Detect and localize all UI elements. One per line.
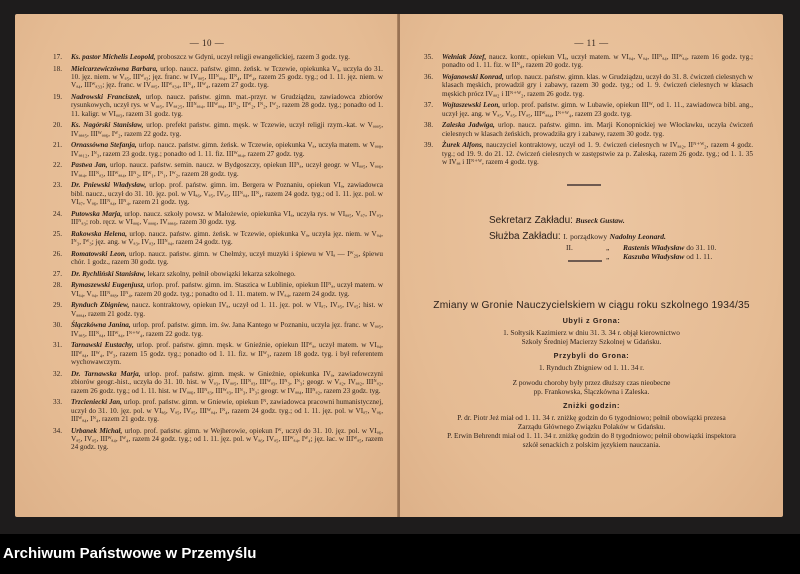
staff-entry [53, 210, 383, 227]
entry-name: Rynduch Zbigniew, [71, 301, 130, 310]
administration-block [489, 214, 716, 261]
entry-number: 23. [53, 181, 62, 190]
staff-entry [53, 370, 383, 395]
entry-text: urlop. naucz. państw. gimn. żeńsk. w Tczewie, opiekunka Vₐ, uczyła jęz. niem. w Vₐ₄, Iᴺ₃, Iᵂ₃; jęz. ang. w Vₐ₃, IVₐ₃, IIIᴺₐ₄, razem 24 godz. tyg. [71, 229, 383, 247]
staff-entry [53, 250, 383, 267]
entry-text: urlop. naucz. państw. gimn. żeńsk. w Tczewie, opiekunka Vₐ, uczyła do 31. 10. jęz. niem. w Vₐ₅, IIIᵂₐ₃; jęz. franc. w IVₐₐ₅, IIIᴺₐₐ₄, IIᴺ₄, IIᵂ₄, razem 25 godz. tyg.; od 1. 11. jęz. niem. w Vₐ₄, IIIᵂₐ₃₃; jęz. franc. w IVₐₐ₅, IIIᵂₐ₃₄, IIᴺ₄, IIᵂ₄, razem 27 godz. tyg. [71, 64, 383, 90]
staff-entry [53, 181, 383, 206]
entry-name: Mielcarzewiczówna Barbara, [71, 64, 158, 73]
reduction-line: szkół senackich z polskim językiem nauczania. [522, 440, 661, 449]
staff-entry [53, 65, 383, 90]
staff-entry [53, 161, 383, 178]
reduction-line: P. dr. Piotr Jeż miał od 1. 11. 34 r. zniżkę godzin do 6 tygodniowo; pełnił obowiązki prezesa [457, 413, 726, 422]
entry-number: 33. [53, 398, 62, 407]
entry-text: urlop. prof. państw. gimn. w Lubawie, opiekun IIIᵂ, od 1. 11., zawiadowca bibl. ang., uczył jęz. ang. w Vₐ₅, Vₐ₅, IVₐ₅, IIIᵂₐₐ₄, Iᴺ⁺ᵂ₄, razem 23 godz. tyg. [442, 101, 753, 118]
archive-name: Archiwum Państwowe w Przemyślu [3, 545, 257, 562]
departed-heading: Ubyli z Grona: [562, 316, 621, 325]
entry-name: Dr. Pniewski Władysław, [71, 181, 147, 190]
staff-changes-section [400, 300, 783, 449]
entry-number: 30. [53, 321, 62, 330]
entry-number: 21. [53, 141, 62, 150]
staff-entry [53, 270, 383, 278]
entry-text: urlop. prof. państw. gimn. męsk. w Gnieźnie, opiekunka IVₐ, zawiadowczyni zbiorów geogr.-hist., uczyła do 31. 10. hist. w Vₐ₃, IVₐₐ₅, IIIᴺₐ₃, IIIᵂₐ₃, IIᴺ₃, Iᴺ₃; geogr. w Vₐ₂, IVₐₐ₂, IIIᴺₐ₂, razem 26 godz. tyg.; od 1. 11. hist. w IVₐₐ₆, IIIᴺₐ₃, IIIᵂₐ₃, IIᴺ₃, Iᴺ₃; geogr. w IVₐₐ₄, IIIᴺₐ₂, razem 23 godz. tyg. [71, 369, 384, 395]
entry-number: 29. [53, 301, 62, 310]
staff-entry [53, 141, 383, 158]
service-row [489, 230, 716, 243]
archive-footer [0, 534, 800, 574]
illness-note: Z powodu choroby były przez dłuższy czas nieobecne [512, 378, 671, 387]
entry-name: Wełniak Józef, [442, 53, 487, 61]
entry-text: urlop. prof. państw. gimn. im. Staszica w Lublinie, opiekun IIIᴺₐ, uczył matem. w VIₐ₄, Vₐ₄, IIIᴺₐₐ₈, IIᴺ₄, razem 20 godz. tyg.; ponadto od 1. 11. matem. w IVₐ₄, razem 24 godz. tyg. [71, 281, 384, 298]
entry-text: urlop. prof. państw. gimn. w Wejherowie, opiekun Iᵂ, uczył do 31. 10. jęz. pol. w VIₐ₆, Vₐ₅, IVₐ₅, IIIᵂₐ₄, Iᵂ₄, razem 24 godz. tyg.; od 1. 11. jęz. pol. w Vₐ₆, IVₐ₅, IIIᵂₐ₄, Iᵂ₄; jęz. łac. w IIIᵂₐ₅, razem 24 godz. tyg. [71, 426, 383, 452]
service-row [489, 243, 716, 252]
entry-text: naucz. kontraktowy, opiekun IVₐ, uczył od 1. 11. jęz. pol. w VIₐ₇, IVₐ₅, IVₐ₅; hist. w Vₐₐₐ₄, razem 21 godz. tyg. [71, 301, 383, 318]
section-divider [567, 184, 601, 186]
departed-line: 1. Sołtysik Kazimierz w dniu 31. 3. 34 r. objął kierownictwo [503, 328, 680, 337]
staff-entry [53, 93, 383, 118]
entry-name: Rymaszewski Eugenjusz, [71, 281, 145, 290]
staff-entry [53, 321, 383, 338]
staff-entry [53, 281, 383, 298]
entry-text: urlop. naucz. szkoły powsz. w Małożewie, opiekunka VIₐ, uczyła rys. w VIₐₐ₅, Vₐ₇, IVₐ₃, IIIᴺₐ₃; rob. ręcz. w VIₐₐ₆, Vₐₐₐ₆, IVₐₐₐ₆, razem 30 godz. tyg. [71, 209, 383, 227]
service-name: Rastenis Władysław [623, 243, 685, 252]
entry-number: 31. [53, 341, 62, 350]
staff-entry [53, 121, 383, 138]
entry-text: urlop. naucz. państw. gimn. im. Marji Konopnickiej we Włocławku, uczyła ćwiczeń cielesnych w klasach żeńskich, prowadziła gry i zabawy, razem 30 godz. tyg. [442, 121, 753, 138]
secretary-label: Sekretarz Zakładu: [489, 215, 573, 226]
service-row [489, 252, 716, 261]
entry-name: Dr. Tarnawska Marja, [71, 369, 141, 378]
entry-number: 28. [53, 281, 62, 290]
entry-name: Trzcieniecki Jan, [71, 398, 122, 407]
service-rank: I. [563, 232, 568, 241]
staff-list-right [424, 53, 753, 170]
secretary-row [489, 214, 716, 227]
entry-name: Nadrowski Franciszek, [71, 93, 142, 101]
entry-number: 25. [53, 229, 62, 238]
staff-entry [424, 141, 753, 166]
entry-text: proboszcz w Gdyni, uczył religji ewangelickiej, razem 3 godz. tyg. [155, 53, 350, 61]
service-role: „ [606, 243, 610, 252]
entry-text: urlop. prof. państw. gimn. im. św. Jana Kantego w Poznaniu, uczyła jęz. franc. w Vₐₐ₅, IVₐₐ₅, IIIᴺₐ₄, IIIᵂₐ₄, Iᴺ⁺ᵂ₄, razem 22 godz. tyg. [71, 321, 383, 338]
entry-text: urlop. prof. państw. gimn. w Gniewie, opiekun Iᴺ, zawiadowca pracowni humanistycznej, uczył do 31. 10. jęz. pol. w VIₐ₆, Vₐ₅, IVₐ₅, IIIᵂₐ₄, Iᴺ₄, razem 24 godz. tyg.; od 1. 11. jęz. pol. w VIₐ₇, Vₐ₆, IIIᵂₐ₄, Iᴺ₄, razem 21 godz. tyg. [71, 398, 383, 424]
entry-number: 18. [53, 64, 62, 73]
page-number-right: — 11 — [574, 38, 609, 48]
staff-entry [53, 427, 383, 452]
staff-entry [424, 101, 753, 118]
entry-name: Ślączkówna Janina, [71, 321, 131, 330]
staff-entry [53, 341, 383, 366]
entry-text: urlop. naucz. państw. gimn. żeńsk. w Tczewie, opiekunka Vₐ, uczyła matem. w Vₐₐ₈, IVₐₐ₁₂, Iᴺ₃, razem 23 godz. tyg.; ponadto od 1. 11. fiz. IIIᵂₐₐ₄, razem 27 godz. tyg. [71, 141, 383, 158]
entry-name: Romatowski Leon, [71, 249, 127, 258]
entry-name: Putowska Marja, [71, 209, 123, 218]
entry-text: urlop. prof. państw. gimn. im. Bergera w Poznaniu, opiekun VIₐ, zawiadowca bibl. naucz., uczył do 31. 10. jęz. pol. w VIₐ₆, Vₐ₅, IVₐ₅, IIIᴺₐ₄, IIᴺ₄, razem 24 godz. tyg.; od 1. 11. jęz. pol. w VIₐ₇, Vₐ₆, IIIᴺₐ₄, IIᴺ₄, razem 21 godz. tyg. [71, 181, 383, 207]
entry-name: Tarnawski Eustachy, [71, 341, 134, 350]
reductions-heading: Zniżki godzin: [562, 401, 621, 410]
entry-name: Ornassówna Stefanja, [71, 141, 137, 150]
left-page [15, 14, 399, 517]
entry-number: 22. [53, 161, 62, 170]
service-role: porządkowy [570, 232, 608, 241]
entry-text: urlop. naucz. państw. semin. naucz. w Bydgoszczy, opiekun IIIᴺₐ, uczył geogr. w VIₐₐ₅, Vₐₐ₆, IVₐₐ₄, IIIᴺₐ₃, IIIᵂₐₐ₄, IIᴺ₂, IIᵂ₁, Iᴺ₁, Iᵂ₂, razem 28 godz. tyg. [71, 161, 383, 178]
service-role: „ [606, 252, 610, 261]
service-label: Służba Zakładu: [489, 231, 561, 242]
entry-text: urlop. naucz. państw. gimn. w Chełmży, uczył muzyki i śpiewu w VIₐ — Iᵂ₂₉, śpiewu chór. 1 godz., razem 30 godz. tyg. [71, 249, 383, 267]
entry-name: Pastwa Jan, [71, 161, 108, 170]
service-note: od 1. 11. [686, 252, 713, 261]
entry-name: Wojanowski Konrad, [442, 73, 504, 81]
reduction-line: Zarządu Głównego Związku Polaków w Gdańsku. [517, 422, 666, 431]
staff-list-left [53, 53, 383, 455]
entry-name: Ks. pastor Michelis Leopold, [71, 53, 156, 61]
entry-text: urlop. naucz. państw. gimn. klas. w Grudziądzu, uczył do 31. 8. ćwiczeń cielesnych w klasach męskich, prowadził gry i zabawy, razem 30 godz. tyg.; od 1. 9. ćwiczeń cielesnych w klasach męskich prócz IVₐₐ₂ i IIᴺ⁺ᵂ₂, razem 26 godz. tyg. [442, 73, 753, 98]
entry-number: 32. [53, 369, 62, 378]
reduction-line: P. Erwin Behrendt miał od 1. 11. 34 r. zniżkę godzin do 8 tygodniowo; pełnił obowiązki inspektora [447, 431, 736, 440]
entry-number: 36. [424, 73, 433, 81]
staff-entry [53, 230, 383, 247]
arrived-line: 1. Rynduch Zbigniew od 1. 11. 34 r. [538, 363, 645, 372]
service-note: do 31. 10. [686, 243, 717, 252]
staff-entry [424, 121, 753, 138]
entry-number: 19. [53, 93, 62, 101]
entry-name: Zaleska Jadwiga, [442, 121, 495, 130]
entry-number: 27. [53, 269, 62, 278]
entry-text: urlop. prof. państw. gimn. męsk. w Gnieźnie, opiekun IIIᵂₐ, uczył matem. w VIₐ₄, IIIᵂₐ₄, IIᵂ₄, Iᵂ₃, razem 15 godz. tyg.; ponadto od 1. 11. fiz. w IIᵂ₃, razem 18 godz. tyg. i był referentem wychowawczym. [71, 341, 383, 367]
section-divider [568, 260, 602, 262]
entry-number: 39. [424, 141, 433, 150]
departed-line: Szkoły Średniej Macierzy Szkolnej w Gdańsku. [521, 337, 662, 346]
entry-text: naucz. kontr., opiekun VIₐ, uczył matem. w VIₐ₄, Vₐ₄, IIIᴺₐ₄, IIIᵂₐ₄, razem 16 godz. tyg.; ponadto od 1. 11. fiz. w IIᴺ₄, razem 20 godz. tyg. [442, 53, 753, 70]
entry-text: lekarz szkolny, pełnił obowiązki lekarza szkolnego. [145, 269, 296, 278]
service-name: Kaszuba Władysław [623, 252, 685, 261]
entry-text: nauczyciel kontraktowy, uczył od 1. 9. ćwiczeń cielesnych w IVₐₐ₂, IIᴺ⁺ᵂ₂, razem 4 godz. tyg.; od 19. 9. do 21. 12. ćwiczeń cielesnych w zastępstwie za p. Zaleską, razem 26 godz. tyg.; od 1. 1. 35 w IVₐₐ i IIᴺ⁺ᵂ, razem 4 godz. tyg. [442, 141, 753, 167]
staff-entry [53, 53, 383, 61]
entry-number: 34. [53, 426, 62, 435]
entry-name: Urbanek Michał, [71, 426, 123, 435]
entry-number: 24. [53, 209, 62, 218]
entry-name: Ks. Nagórski Stanisław, [71, 121, 144, 130]
entry-number: 35. [424, 53, 433, 61]
staff-entry [424, 53, 753, 70]
entry-name: Dr. Rychliński Stanisław, [71, 269, 146, 278]
service-name: Nadolny Leonard. [609, 232, 666, 241]
page-number-left: — 10 — [189, 38, 225, 48]
staff-entry [53, 301, 383, 318]
entry-text: urlop. prefekt państw. gimn. męsk. w Tczewie, uczył religji rzym.-kat. w Vₐₐₐ₅, IVₐₐₐ₅, IIIᵂₐₐ₆, Iᵂ₂, razem 22 godz. tyg. [71, 121, 383, 138]
entry-number: 26. [53, 249, 62, 258]
changes-title: Zmiany w Gronie Nauczycielskiem w ciągu roku szkolnego 1934/35 [433, 300, 750, 311]
entry-name: Rakowska Helena, [71, 229, 128, 238]
secretary-name: Buseck Gustaw. [575, 216, 625, 225]
staff-entry [53, 398, 383, 423]
staff-entry [424, 73, 753, 98]
entry-number: 17. [53, 53, 62, 61]
service-rank: II. [566, 243, 573, 252]
entry-name: Żurek Alfons, [442, 141, 484, 150]
arrived-heading: Przybyli do Grona: [553, 351, 630, 360]
entry-number: 37. [424, 101, 433, 110]
entry-number: 38. [424, 121, 433, 130]
entry-name: Wojtaszewski Leon, [442, 101, 501, 110]
entry-text: urlop. naucz. państw. gimn. mat.-przyr. w Grudziądzu, zawiadowca zbiorów rysunkowych, uczył rys. w Vₐₐ₅, IVₐₐ₂₅, IIIᴺₐₐ₄, IIIᵂₐₐ₄, IIᴺ₂, IIᵂ₂, Iᴺ₂, Iᵂ₂, razem 28 godz. tyg.; ponadto od 1. 11. kaligr. w VIₐₐ₃, razem 31 godz. tyg. [71, 93, 383, 118]
entry-number: 20. [53, 121, 62, 130]
right-page [400, 14, 783, 517]
illness-note: pp. Frankowska, Ślączkówna i Zaleska. [533, 387, 650, 396]
